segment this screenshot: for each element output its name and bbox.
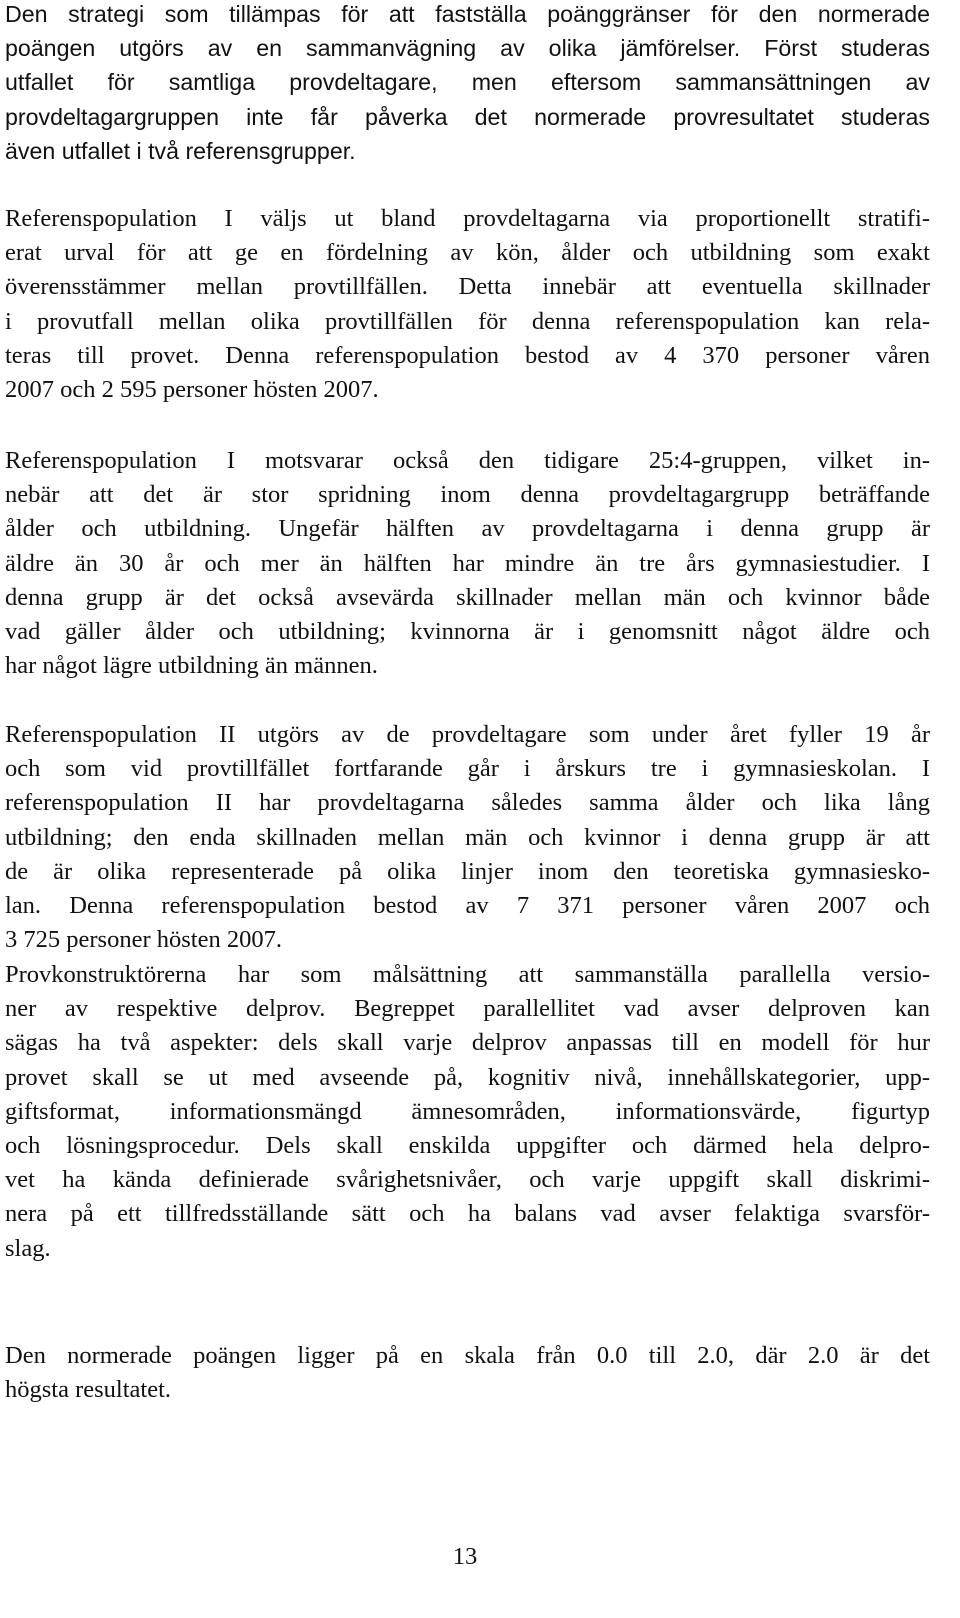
- text-line: denna grupp är det också avsevärda skillnader mellan män och kvinnor både: [5, 583, 930, 611]
- paragraph-referenspopulation-1-details: [5, 444, 930, 683]
- text-line: Referenspopulation I väljs ut bland provdeltagarna via proportionellt stratifi-: [5, 205, 930, 232]
- text-line: nera på ett tillfredsställande sätt och ha balans vad avser felaktiga svarsför-: [5, 1200, 930, 1228]
- text-line: och som vid provtillfället fortfarande går i årskurs tre i gymnasieskolan. I: [5, 755, 930, 783]
- text-line: slag.: [5, 1234, 51, 1262]
- text-line: Den normerade poängen ligger på en skala från 0.0 till 2.0, där 2.0 är det: [5, 1342, 930, 1369]
- text-line: har något lägre utbildning än männen.: [5, 652, 378, 680]
- text-line: ålder och utbildning. Ungefär hälften av provdeltagarna i denna grupp är: [5, 515, 930, 543]
- text-line: poängen utgörs av en sammanvägning av olika jämförelser. Först studeras: [5, 35, 930, 62]
- paragraph-provkonstruktorer: [5, 958, 930, 1266]
- text-line: i provutfall mellan olika provtillfällen för denna referenspopulation kan rela-: [5, 307, 930, 335]
- text-line: teras till provet. Denna referenspopulation bestod av 4 370 personer våren: [5, 341, 930, 369]
- text-line: 2007 och 2 595 personer hösten 2007.: [5, 376, 379, 404]
- text-line: referenspopulation II har provdeltagarna således samma ålder och lika lång: [5, 789, 930, 817]
- page-number: 13: [452, 1543, 478, 1570]
- paragraph-normerade-poangen: [5, 1339, 930, 1407]
- text-line: Provkonstruktörerna har som målsättning att sammanställa parallella versio-: [5, 961, 930, 988]
- text-line: Den strategi som tillämpas för att fastställa poänggränser för den normerade: [5, 1, 930, 27]
- text-line: högsta resultatet.: [5, 1376, 172, 1404]
- text-line: ner av respektive delprov. Begreppet parallellitet vad avser delproven kan: [5, 995, 930, 1023]
- text-line: nebär att det är stor spridning inom denna provdeltagargrupp beträffande: [5, 481, 930, 509]
- text-line: vad gäller ålder och utbildning; kvinnorna är i genomsnitt något äldre och: [5, 618, 930, 646]
- text-line: även utfallet i två referensgrupper.: [5, 137, 356, 164]
- text-line: lan. Denna referenspopulation bestod av 7 371 personer våren 2007 och: [5, 892, 930, 920]
- text-line: provdeltagargruppen inte får påverka det normerade provresultatet studeras: [5, 103, 930, 130]
- text-line: utbildning; den enda skillnaden mellan män och kvinnor i denna grupp är att: [5, 823, 930, 851]
- text-line: sägas ha två aspekter: dels skall varje delprov anpassas till en modell för hur: [5, 1029, 930, 1057]
- text-line: äldre än 30 år och mer än hälften har mindre än tre års gymnasiestudier. I: [5, 549, 930, 577]
- text-line: vet ha kända definierade svårighetsnivåer, och varje uppgift skall diskrimi-: [5, 1166, 930, 1194]
- text-line: överensstämmer mellan provtillfällen. Detta innebär att eventuella skillnader: [5, 273, 930, 301]
- text-line: Referenspopulation I motsvarar också den tidigare 25:4-gruppen, vilket in-: [5, 447, 930, 474]
- text-line: de är olika representerade på olika linjer inom den teoretiska gymnasiesko-: [5, 857, 930, 885]
- text-line: och lösningsprocedur. Dels skall enskilda uppgifter och därmed hela delpro-: [5, 1132, 930, 1160]
- text-line: giftsformat, informationsmängd ämnesområden, informationsvärde, figurtyp: [5, 1097, 930, 1125]
- text-line: utfallet för samtliga provdeltagare, men eftersom sammansättningen av: [5, 69, 930, 96]
- text-line: Referenspopulation II utgörs av de provdeltagare som under året fyller 19 år: [5, 721, 930, 748]
- text-line: 3 725 personer hösten 2007.: [5, 926, 282, 954]
- paragraph-referenspopulation-1: [5, 202, 930, 407]
- paragraph-strategy: [5, 0, 930, 168]
- text-line: erat urval för att ge en fördelning av kön, ålder och utbildning som exakt: [5, 239, 930, 267]
- paragraph-referenspopulation-2: [5, 718, 930, 957]
- text-line: provet skall se ut med avseende på, kognitiv nivå, innehållskategorier, upp-: [5, 1063, 930, 1091]
